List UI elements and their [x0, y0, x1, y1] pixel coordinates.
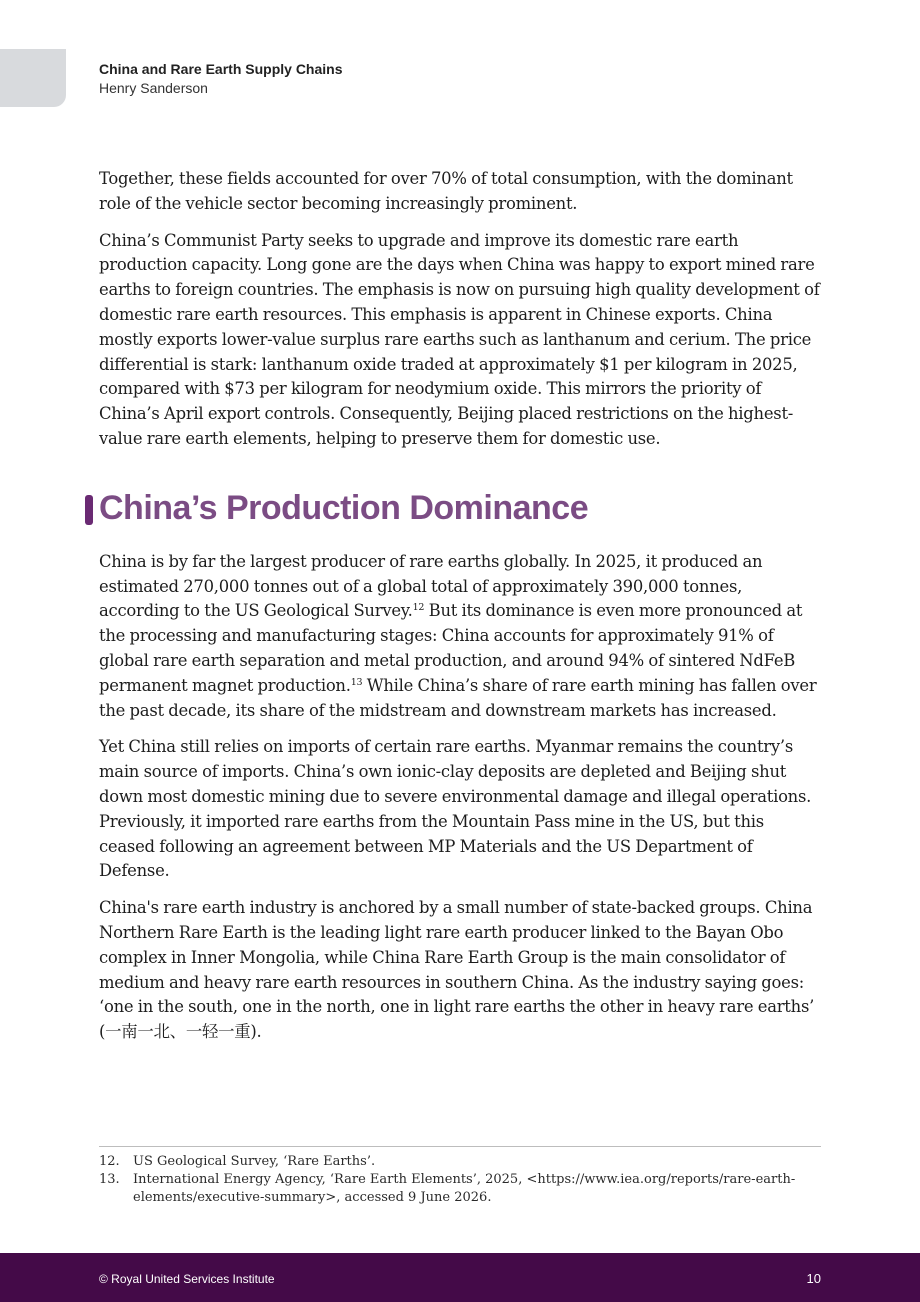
- footnotes: [99, 1146, 821, 1207]
- corner-tab: [0, 49, 66, 107]
- paragraph-text: But its dominance is even more pronounced at the processing and manufacturing stages: China accounts for approximately 91% of global rare earth separation and metal production, and around 94% of sintered NdFeB permanent magnet production.: [99, 601, 803, 695]
- footnote-item: [99, 1171, 821, 1207]
- copyright-notice: © Royal United Services Institute: [99, 1272, 275, 1286]
- page-body: [99, 167, 823, 1057]
- page-number: 10: [806, 1271, 821, 1286]
- body-paragraph: China's rare earth industry is anchored by a small number of state-backed groups. China Northern Rare Earth is the leading light rare earth producer linked to the Bayan Obo complex in Inner Mongolia, while China Rare Earth Group is the main consolidator of medium and heavy rare earth resources in southern China. As the industry saying goes: ‘one in the south, one in the north, one in light rare earths the other in heavy rare earths’ (一南一北、一轻一重).: [99, 898, 815, 1042]
- page-footer: [0, 1253, 920, 1302]
- body-paragraph: China’s Communist Party seeks to upgrade and improve its domestic rare earth production capacity. Long gone are the days when China was happy to export mined rare earths to foreign countries. The emphasis is now on pursuing high quality development of domestic rare earth resources. This emphasis is apparent in Chinese exports. China mostly exports lower-value surplus rare earths such as lanthanum and cerium. The price differential is stark: lanthanum oxide traded at approximately $1 per kilogram in 2025, compared with $73 per kilogram for neodymium oxide. This mirrors the priority of China’s April export controls. Consequently, Beijing placed restrictions on the highest-value rare earth elements, helping to preserve them for domestic use.: [99, 230, 820, 448]
- footnote-number: 13.: [99, 1172, 120, 1187]
- footnote-text: US Geological Survey, ‘Rare Earths’.: [133, 1154, 376, 1169]
- footnote-reference[interactable]: 12: [412, 602, 425, 614]
- paragraph-text: While China’s share of rare earth mining has fallen over the past decade, its share of the midstream and downstream markets has increased.: [99, 675, 817, 720]
- footnote-item: [99, 1153, 821, 1171]
- report-author: Henry Sanderson: [99, 80, 208, 96]
- report-title: China and Rare Earth Supply Chains: [99, 61, 343, 77]
- running-header: [99, 60, 343, 98]
- paragraph-text: China is by far the largest producer of rare earths globally. In 2025, it produced an estimated 270,000 tonnes out of a global total of approximately 390,000 tonnes, according to the US Geological Survey.: [99, 551, 763, 621]
- heading-accent-bar: [85, 495, 93, 525]
- footnote-text: International Energy Agency, ‘Rare Earth Elements’, 2025, <https://www.iea.org/reports/rare-earth-elements/executive-summary>, accessed 9 June 2026.: [133, 1172, 796, 1205]
- section-heading: [99, 488, 823, 528]
- body-paragraph: Yet China still relies on imports of certain rare earths. Myanmar remains the country’s main source of imports. China’s own ionic-clay deposits are depleted and Beijing shut down most domestic mining due to severe environmental damage and illegal operations. Previously, it imported rare earths from the Mountain Pass mine in the US, but this ceased following an agreement between MP Materials and the US Department of Defense.: [99, 737, 812, 881]
- footnote-reference[interactable]: 13: [350, 676, 363, 688]
- body-paragraph: Together, these fields accounted for over 70% of total consumption, with the dominant role of the vehicle sector becoming increasingly prominent.: [99, 169, 793, 213]
- section-heading-text: China’s Production Dominance: [99, 488, 589, 527]
- body-paragraph: [99, 550, 823, 724]
- footnote-number: 12.: [99, 1154, 120, 1169]
